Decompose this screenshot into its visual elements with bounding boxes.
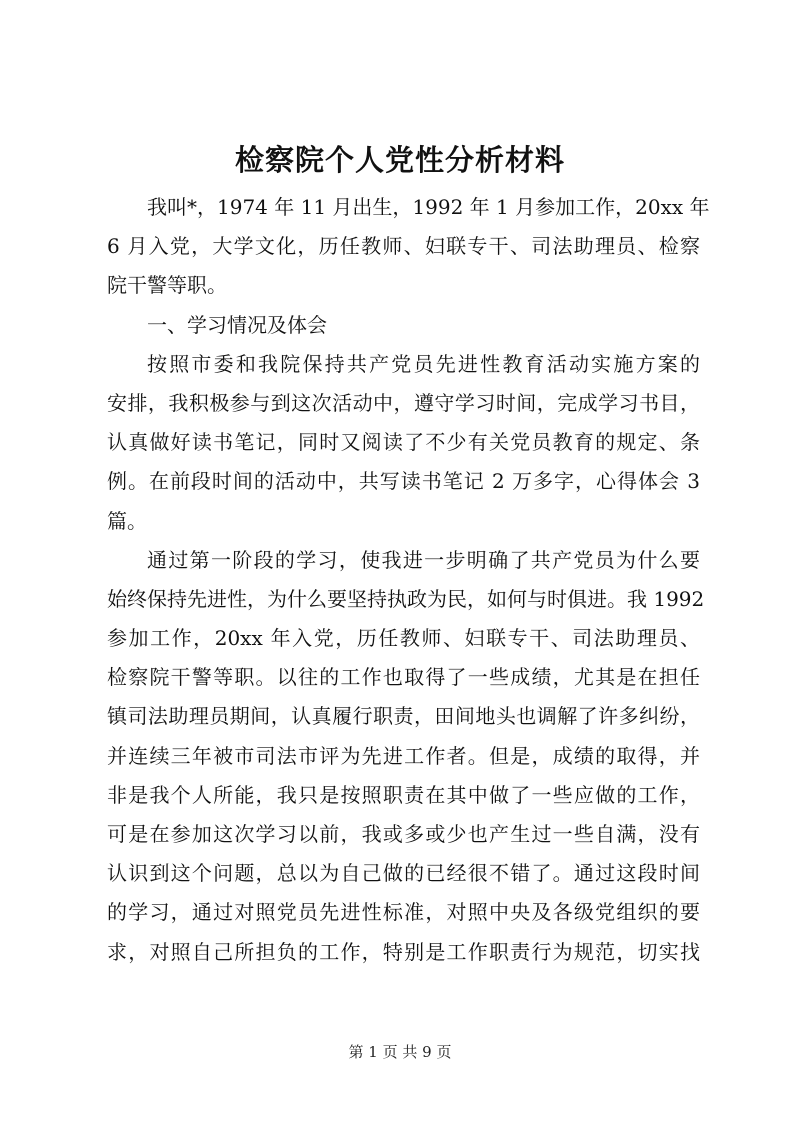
text-line: 镇司法助理员期间，认真履行职责，田间地头也调解了许多纠纷， xyxy=(107,704,700,729)
text-line: 安排，我积极参与到这次活动中，遵守学习时间，完成学习书目， xyxy=(107,390,700,415)
text-line: 篇。 xyxy=(107,508,147,533)
page-number: 第 1 页 共 9 页 xyxy=(348,1043,452,1061)
text-line: 的学习，通过对照党员先进性标准，对照中央及各级党组织的要 xyxy=(107,900,700,925)
document-body xyxy=(107,188,710,972)
document-title: 检察院个人党性分析材料 xyxy=(234,143,565,177)
text-line: 认真做好读书笔记，同时又阅读了不少有关党员教育的规定、条 xyxy=(107,430,700,455)
section-heading: 一、学习情况及体会 xyxy=(147,312,327,337)
text-line: 参加工作，20xx 年入党，历任教师、妇联专干、司法助理员、 xyxy=(107,626,700,651)
text-line: 可是在参加这次学习以前，我或多或少也产生过一些自满，没有 xyxy=(107,822,700,846)
text-line: 始终保持先进性，为什么要坚持执政为民，如何与时俱进。我 1992 xyxy=(107,586,705,611)
text-line: 求，对照自己所担负的工作，特别是工作职责行为规范，切实找 xyxy=(107,939,700,964)
text-line: 认识到这个问题，总以为自己做的已经很不错了。通过这段时间 xyxy=(107,861,700,886)
text-line: 并连续三年被市司法市评为先进工作者。但是，成绩的取得，并 xyxy=(107,743,700,768)
text-line: 通过第一阶段的学习，使我进一步明确了共产党员为什么要 xyxy=(147,547,700,572)
text-line: 按照市委和我院保持共产党员先进性教育活动实施方案的 xyxy=(147,351,700,376)
text-line: 非是我个人所能，我只是按照职责在其中做了一些应做的工作， xyxy=(107,782,700,807)
text-line: 例。在前段时间的活动中，共写读书笔记 2 万多字，心得体会 3 xyxy=(107,469,700,494)
text-line: 我叫*，1974 年 11 月出生，1992 年 1 月参加工作，20xx 年 xyxy=(147,195,710,219)
text-line: 6 月入党，大学文化，历任教师、妇联专干、司法助理员、检察 xyxy=(107,234,700,259)
text-line: 院干警等职。 xyxy=(107,273,227,298)
text-line: 检察院干警等职。以往的工作也取得了一些成绩，尤其是在担任 xyxy=(107,665,700,690)
